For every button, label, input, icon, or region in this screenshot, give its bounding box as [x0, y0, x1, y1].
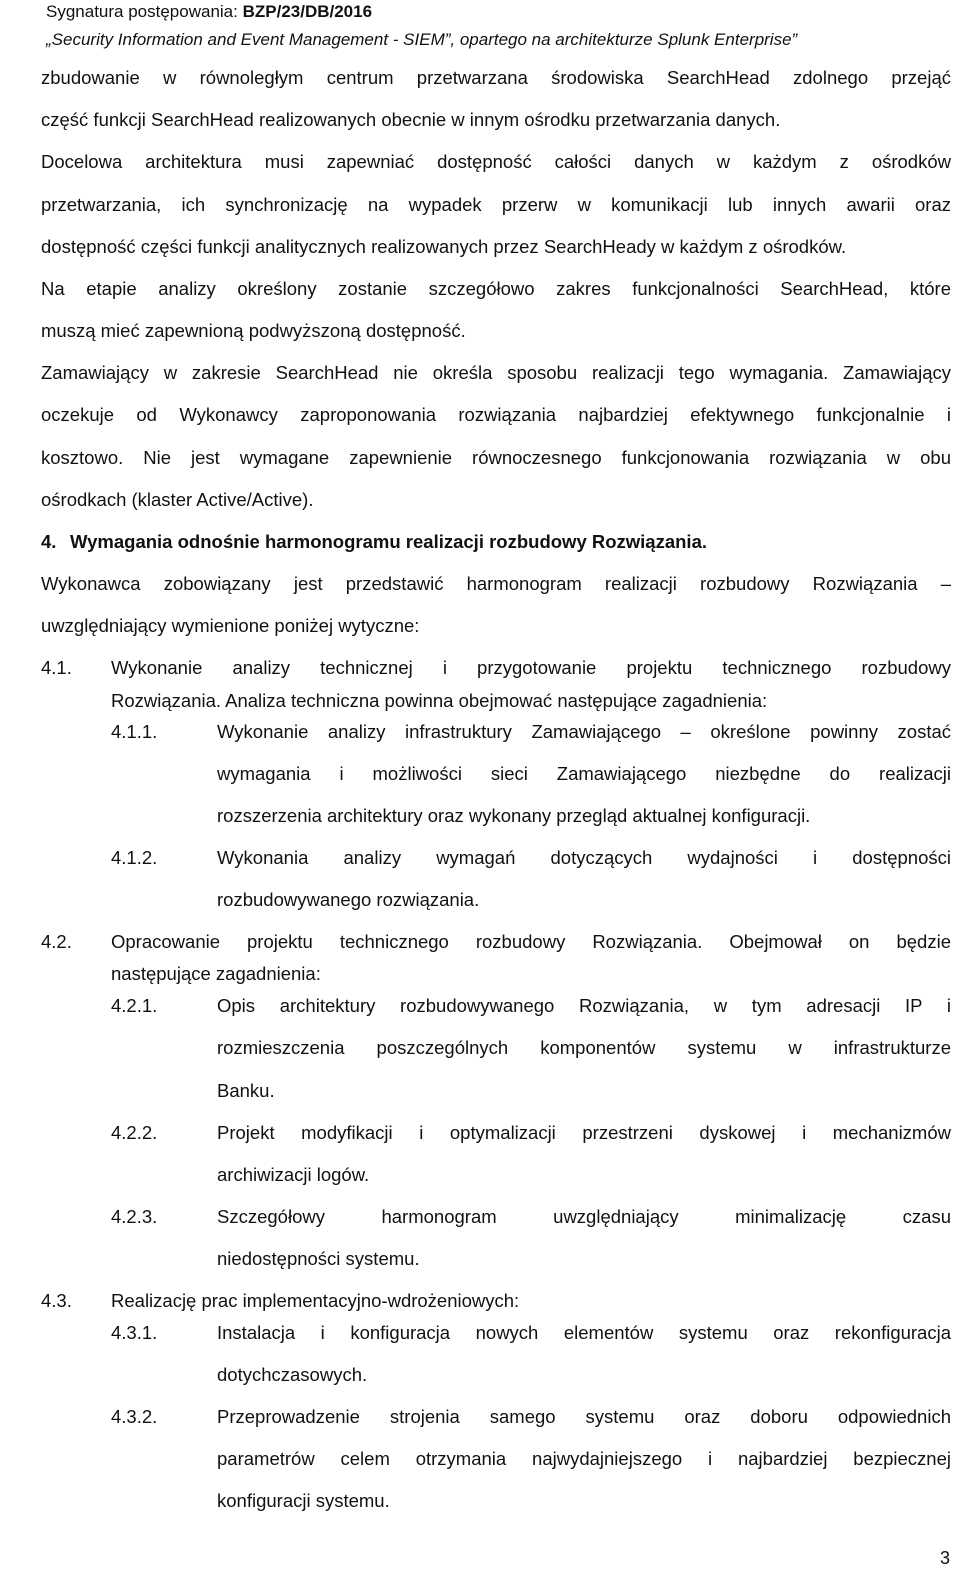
paragraph-line: dostępność części funkcji analitycznych realizowanych przez SearchHeady w każdym z ośrodków. — [41, 236, 847, 257]
paragraph-line: Na etapie analizy określony zostanie szczegółowo zakres funkcjonalności SearchHead, które — [41, 278, 951, 299]
item-line: Opis architektury rozbudowywanego Rozwiązania, w tym adresacji IP i — [217, 995, 951, 1016]
page-number: 3 — [939, 1548, 950, 1568]
paragraph-line: część funkcji SearchHead realizowanych obecnie w innym ośrodku przetwarzania danych. — [41, 109, 781, 130]
item-number: 4.3.2. — [111, 1406, 158, 1427]
item-line: wymagania i możliwości sieci Zamawiającego niezbędne do realizacji — [217, 763, 951, 784]
item-number: 4.1. — [41, 657, 72, 678]
item-line: Projekt modyfikacji i optymalizacji przestrzeni dyskowej i mechanizmów — [217, 1122, 951, 1143]
paragraph-line: zbudowanie w równoległym centrum przetwarzana środowiska SearchHead zdolnego przejąć — [41, 67, 951, 88]
paragraph-line: uwzględniający wymienione poniżej wytyczne: — [41, 615, 420, 636]
item-number: 4.1.2. — [111, 847, 158, 868]
paragraph-line: Docelowa architektura musi zapewniać dostępność całości danych w każdym z ośrodków — [41, 151, 951, 172]
item-number: 4.2. — [41, 931, 72, 952]
paragraph-line: muszą mieć zapewnioną podwyższoną dostępność. — [41, 320, 466, 341]
item-line: Rozwiązania. Analiza techniczna powinna obejmować następujące zagadnienia: — [111, 690, 768, 711]
item-number: 4.1.1. — [111, 721, 158, 742]
item-line: Wykonanie analizy infrastruktury Zamawiającego – określone powinny zostać — [217, 721, 951, 742]
item-line: konfiguracji systemu. — [217, 1490, 390, 1511]
item-number: 4.3. — [41, 1290, 72, 1311]
paragraph-line: ośrodkach (klaster Active/Active). — [41, 489, 314, 510]
signature-header — [46, 0, 372, 24]
item-line: Opracowanie projektu technicznego rozbudowy Rozwiązania. Obejmował on będzie — [111, 931, 951, 952]
item-line: rozszerzenia architektury oraz wykonany przegląd aktualnej konfiguracji. — [217, 805, 811, 826]
item-line: Szczegółowy harmonogram uwzględniający minimalizację czasu — [217, 1206, 951, 1227]
signature-label: Sygnatura postępowania: — [46, 2, 243, 21]
item-line: Przeprowadzenie strojenia samego systemu oraz doboru odpowiednich — [217, 1406, 951, 1427]
item-number: 4.3.1. — [111, 1322, 158, 1343]
paragraph-line: Wykonawca zobowiązany jest przedstawić harmonogram realizacji rozbudowy Rozwiązania – — [41, 573, 951, 594]
item-line: rozmieszczenia poszczególnych komponentów systemu w infrastrukturze — [217, 1037, 951, 1058]
item-line: dotychczasowych. — [217, 1364, 368, 1385]
item-line: niedostępności systemu. — [217, 1248, 420, 1269]
item-number: 4.2.3. — [111, 1206, 158, 1227]
document-subtitle: „Security Information and Event Management - SIEM”, opartego na architekturze Splunk Enterprise” — [46, 30, 798, 49]
item-line: Wykonania analizy wymagań dotyczących wydajności i dostępności — [217, 847, 951, 868]
signature-value: BZP/23/DB/2016 — [242, 2, 373, 21]
paragraph-line: kosztowo. Nie jest wymagane zapewnienie równoczesnego funkcjonowania rozwiązania w obu — [41, 447, 951, 468]
item-line: rozbudowywanego rozwiązania. — [217, 889, 480, 910]
item-line: Instalacja i konfiguracja nowych elementów systemu oraz rekonfiguracja — [217, 1322, 951, 1343]
item-line: Banku. — [217, 1080, 275, 1101]
item-line: Wykonanie analizy technicznej i przygotowanie projektu technicznego rozbudowy — [111, 657, 951, 678]
item-line: archiwizacji logów. — [217, 1164, 370, 1185]
section-heading: Wymagania odnośnie harmonogramu realizacji rozbudowy Rozwiązania. — [70, 531, 708, 552]
paragraph-line: Zamawiający w zakresie SearchHead nie określa sposobu realizacji tego wymagania. Zamawiający — [41, 362, 951, 383]
section-number: 4. — [41, 531, 57, 552]
item-number: 4.2.2. — [111, 1122, 158, 1143]
paragraph-line: oczekuje od Wykonawcy zaproponowania rozwiązania najbardziej efektywnego funkcjonalnie i — [41, 404, 951, 425]
item-number: 4.2.1. — [111, 995, 158, 1016]
paragraph-line: przetwarzania, ich synchronizację na wypadek przerw w komunikacji lub innych awarii oraz — [41, 194, 951, 215]
item-line: parametrów celem otrzymania najwydajniejszego i najbardziej bezpiecznej — [217, 1448, 951, 1469]
item-line: Realizację prac implementacyjno-wdrożeniowych: — [111, 1290, 520, 1311]
item-line: następujące zagadnienia: — [111, 963, 321, 984]
